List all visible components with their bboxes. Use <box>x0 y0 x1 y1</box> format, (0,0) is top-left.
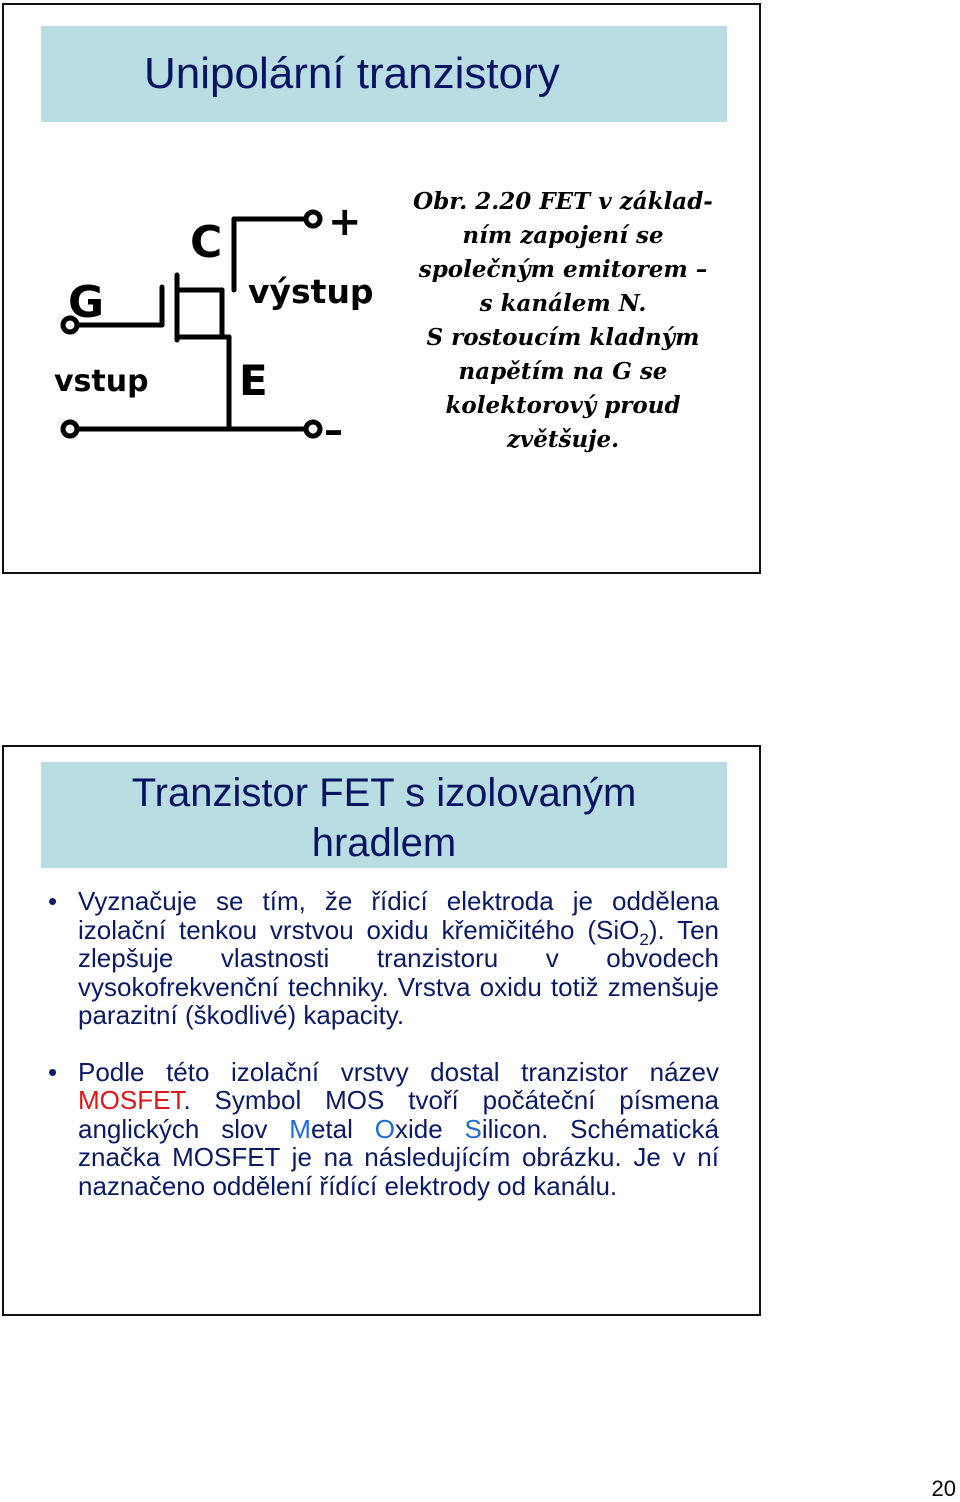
label-minus: – <box>324 408 343 452</box>
bullet-item-mosfet <box>46 1058 719 1201</box>
bullet1-text-a: Vyznačuje se tím, že řídicí elektroda je oddělena izolační tenkou vrstvou oxidu křemičitého (SiO <box>78 886 719 945</box>
figure-caption <box>398 185 728 457</box>
caption-line: napětím na G se <box>458 358 668 385</box>
bullet2-part2: . Symbol MOS tvoří počáteční písmena anglických slov <box>78 1085 719 1144</box>
silicon-rest: ilicon <box>481 1113 542 1144</box>
slide2-title <box>41 768 727 868</box>
caption-line: společným emitorem – <box>418 256 708 283</box>
label-c: C <box>190 217 223 268</box>
caption-line: S rostoucím kladným <box>426 324 700 351</box>
metal-rest: etal <box>310 1113 375 1144</box>
caption-line: kolektorový proud <box>445 392 681 419</box>
slide1-title: Unipolární tranzistory <box>144 49 560 98</box>
caption-line: ním zapojení se <box>462 222 664 249</box>
bullet2-part3: . Schématická značka MOSFET je na následujícím obrázku. Je v ní naznačeno oddělení řídící elektrody od kanálu. <box>78 1113 719 1201</box>
label-g: G <box>68 277 105 328</box>
oxide-rest: xide <box>394 1113 465 1144</box>
fet-circuit-diagram <box>44 175 374 455</box>
bullet-marker: • <box>48 1056 58 1087</box>
silicon-initial: S <box>464 1113 482 1144</box>
oxide-initial: O <box>374 1113 395 1144</box>
label-e: E <box>239 356 268 405</box>
output-terminal-plus <box>306 212 320 226</box>
slide2-title-line1: Tranzistor FET s izolovaným <box>131 771 637 815</box>
bullet1-text-b: ). Ten zlepšuje vlastnosti tranzistoru v obvodech vysokofrekvenční techniky. Vrstva oxidu totiž zmenšuje parazitní (škodlivé) kapacity. <box>78 914 719 1030</box>
label-vstup: vstup <box>54 364 149 399</box>
slide2-title-bar <box>41 762 727 868</box>
caption-line: zvětšuje. <box>506 426 620 453</box>
bullet-list <box>46 887 719 1200</box>
label-vystup: výstup <box>248 272 374 311</box>
slide-unipolarni <box>2 3 761 574</box>
subscript-2: 2 <box>639 929 649 949</box>
output-terminal-minus <box>306 422 320 436</box>
metal-initial: M <box>289 1113 311 1144</box>
bullet2-part1: Podle této izolační vrstvy dostal tranzistor název <box>78 1056 719 1087</box>
mosfet-highlight: MOSFET <box>78 1085 184 1115</box>
caption-line: Obr. 2.20 FET v základ- <box>413 188 713 215</box>
bullet-marker: • <box>48 886 58 916</box>
slide2-title-line2: hradlem <box>311 821 457 865</box>
page-number: 20 <box>931 1476 956 1501</box>
slide1-title-bar <box>41 26 727 122</box>
bullet-item-izolace <box>46 887 719 1030</box>
caption-line: s kanálem N. <box>479 290 647 317</box>
label-plus: + <box>328 199 362 245</box>
slide-mosfet <box>2 745 761 1316</box>
